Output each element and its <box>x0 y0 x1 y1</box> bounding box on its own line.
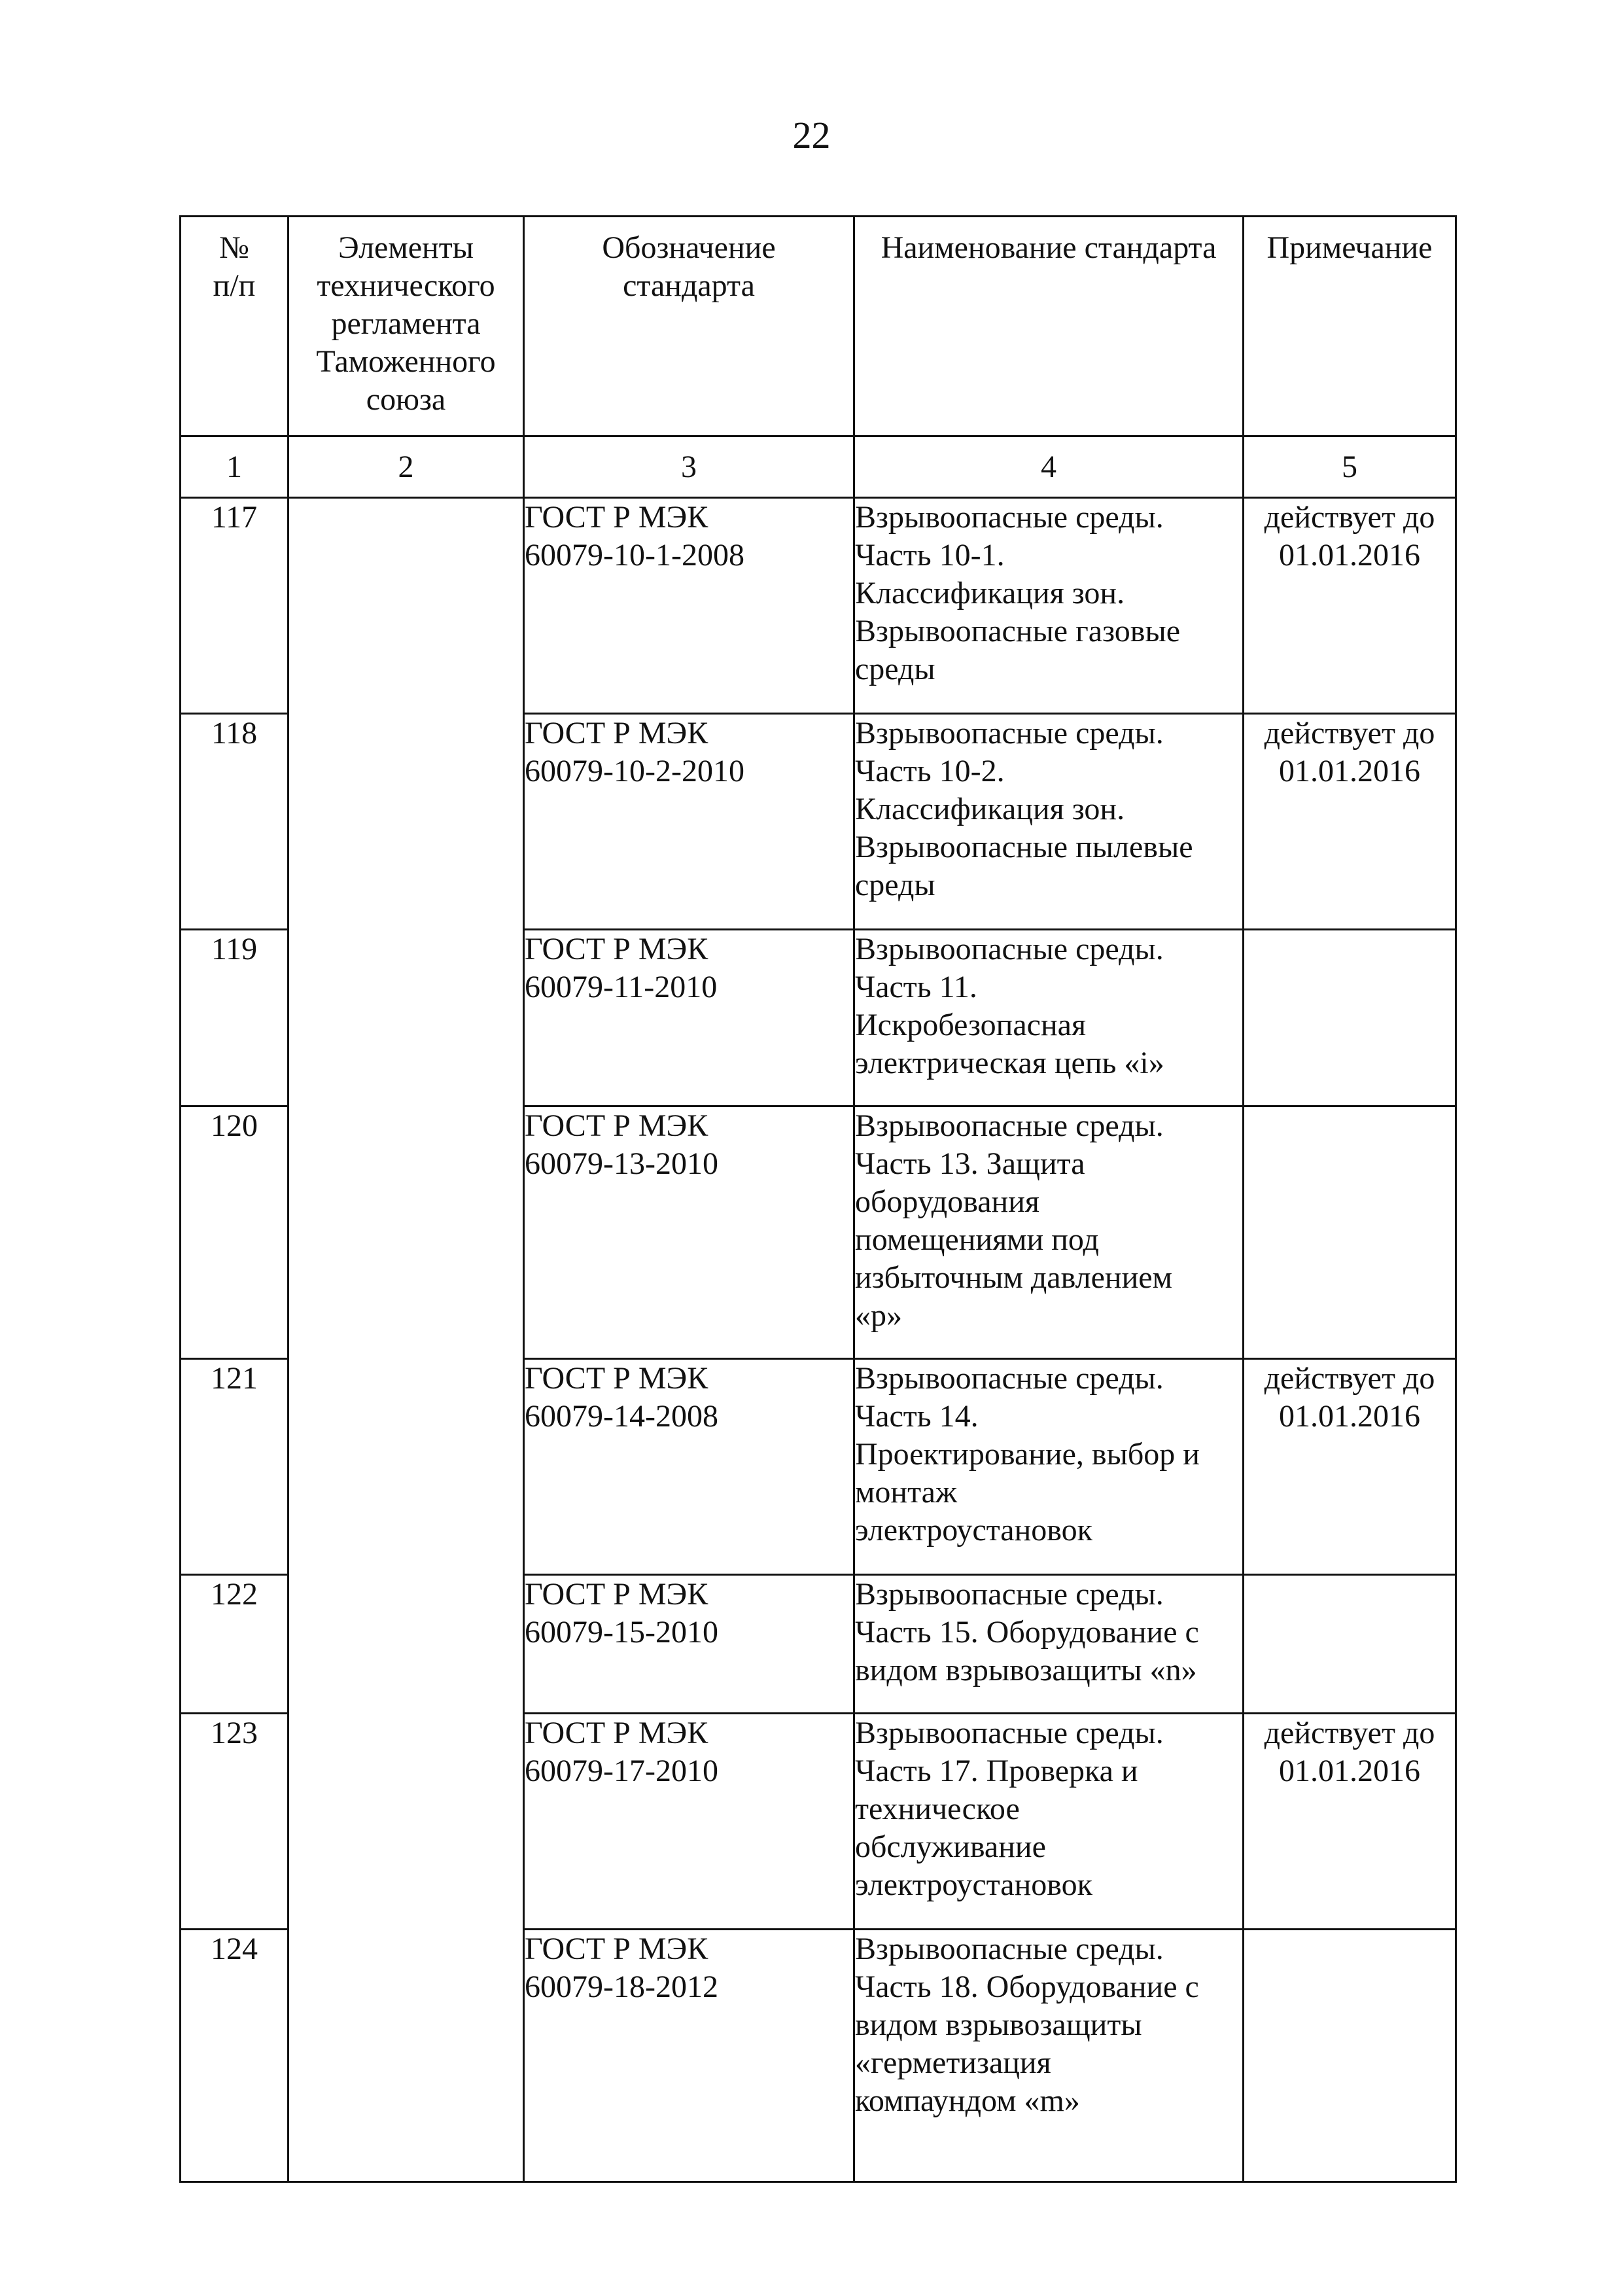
standard-name: Взрывоопасные среды. Часть 13. Защита оборудования помещениями под избыточным давлением «р» <box>854 1106 1244 1359</box>
standard-designation: ГОСТ Р МЭК 60079-11-2010 <box>524 930 854 1106</box>
standard-name: Взрывоопасные среды. Часть 10-1. Классификация зон. Взрывоопасные газовые среды <box>854 498 1244 714</box>
note: действует до 01.01.2016 <box>1244 498 1456 714</box>
header-num: № п/п <box>181 217 288 436</box>
row-number: 122 <box>181 1575 288 1714</box>
note: действует до 01.01.2016 <box>1244 1359 1456 1575</box>
elements-cell <box>288 498 524 2182</box>
column-number: 1 <box>181 436 288 498</box>
row-number: 120 <box>181 1106 288 1359</box>
standard-name: Взрывоопасные среды. Часть 18. Оборудование с видом взрывозащиты «герметизация компаундом «m» <box>854 1930 1244 2182</box>
row-number: 119 <box>181 930 288 1106</box>
standards-table <box>179 215 1457 2183</box>
note <box>1244 1930 1456 2182</box>
standard-name: Взрывоопасные среды. Часть 17. Проверка и техническое обслуживание электроустановок <box>854 1714 1244 1930</box>
note <box>1244 930 1456 1106</box>
header-note: Примечание <box>1244 217 1456 436</box>
row-number: 118 <box>181 714 288 930</box>
table-row <box>181 498 1456 714</box>
column-number: 5 <box>1244 436 1456 498</box>
note: действует до 01.01.2016 <box>1244 714 1456 930</box>
header-designation: Обозначение стандарта <box>524 217 854 436</box>
note: действует до 01.01.2016 <box>1244 1714 1456 1930</box>
standard-designation: ГОСТ Р МЭК 60079-13-2010 <box>524 1106 854 1359</box>
standard-designation: ГОСТ Р МЭК 60079-17-2010 <box>524 1714 854 1930</box>
standard-designation: ГОСТ Р МЭК 60079-18-2012 <box>524 1930 854 2182</box>
header-name: Наименование стандарта <box>854 217 1244 436</box>
standard-name: Взрывоопасные среды. Часть 14. Проектирование, выбор и монтаж электроустановок <box>854 1359 1244 1575</box>
column-number: 3 <box>524 436 854 498</box>
standard-name: Взрывоопасные среды. Часть 15. Оборудование с видом взрывозащиты «n» <box>854 1575 1244 1714</box>
row-number: 123 <box>181 1714 288 1930</box>
column-numbers-row <box>181 436 1456 498</box>
standard-designation: ГОСТ Р МЭК 60079-10-1-2008 <box>524 498 854 714</box>
page-number: 22 <box>792 114 831 156</box>
row-number: 124 <box>181 1930 288 2182</box>
note <box>1244 1106 1456 1359</box>
column-number: 2 <box>288 436 524 498</box>
standard-name: Взрывоопасные среды. Часть 11. Искробезопасная электрическая цепь «i» <box>854 930 1244 1106</box>
column-number: 4 <box>854 436 1244 498</box>
row-number: 117 <box>181 498 288 714</box>
row-number: 121 <box>181 1359 288 1575</box>
standard-designation: ГОСТ Р МЭК 60079-15-2010 <box>524 1575 854 1714</box>
standard-designation: ГОСТ Р МЭК 60079-10-2-2010 <box>524 714 854 930</box>
standard-designation: ГОСТ Р МЭК 60079-14-2008 <box>524 1359 854 1575</box>
table-header-row <box>181 217 1456 436</box>
header-elements: Элементы технического регламента Таможенного союза <box>288 217 524 436</box>
note <box>1244 1575 1456 1714</box>
standard-name: Взрывоопасные среды. Часть 10-2. Классификация зон. Взрывоопасные пылевые среды <box>854 714 1244 930</box>
